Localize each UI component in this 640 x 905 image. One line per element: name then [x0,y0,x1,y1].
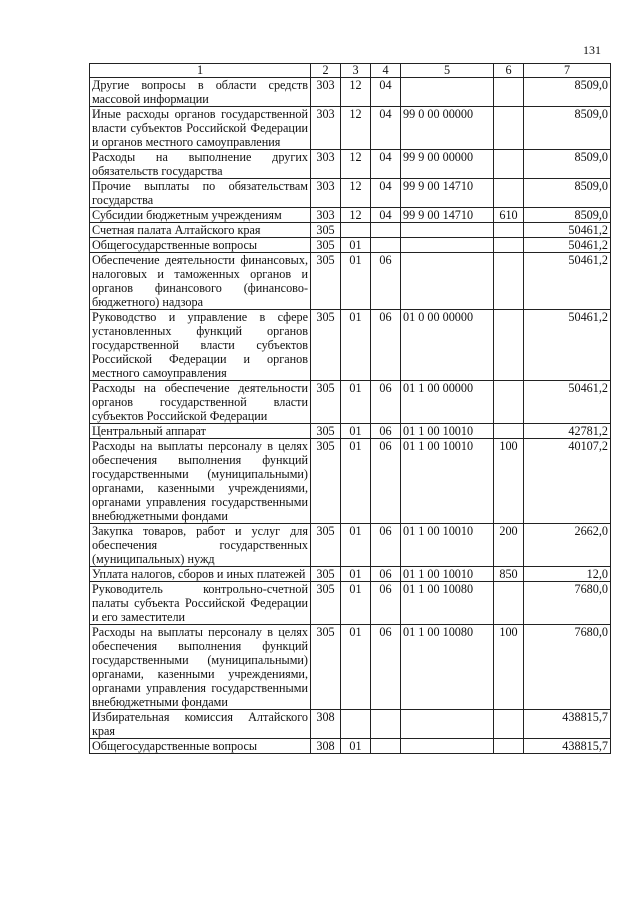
amount-cell: 50461,2 [524,253,611,310]
table-row [90,567,611,582]
table-row [90,150,611,179]
subsection-cell [371,238,401,253]
target-code-cell: 01 1 00 10010 [401,424,494,439]
subsection-cell: 04 [371,208,401,223]
row-name-cell: Руководство и управление в сфере установленных функций органов государственной власти субъектов Российской Федерации и органов местного самоуправления [90,310,311,381]
header-cell: 4 [371,64,401,78]
admin-code-cell: 305 [311,310,341,381]
row-name-cell: Общегосударственные вопросы [90,739,311,754]
section-cell: 12 [341,78,371,107]
subsection-cell: 04 [371,78,401,107]
section-cell: 01 [341,310,371,381]
subsection-cell: 06 [371,582,401,625]
page-number: 131 [583,43,601,57]
row-name-cell: Прочие выплаты по обязательствам государства [90,179,311,208]
admin-code-cell: 305 [311,567,341,582]
target-code-cell: 01 1 00 10010 [401,567,494,582]
expense-type-cell [494,223,524,238]
admin-code-cell: 303 [311,150,341,179]
subsection-cell: 04 [371,107,401,150]
header-cell: 2 [311,64,341,78]
subsection-cell: 04 [371,150,401,179]
subsection-cell: 06 [371,567,401,582]
section-cell: 01 [341,739,371,754]
amount-cell: 8509,0 [524,208,611,223]
admin-code-cell: 305 [311,439,341,524]
target-code-cell [401,710,494,739]
subsection-cell [371,710,401,739]
subsection-cell: 04 [371,179,401,208]
section-cell: 01 [341,524,371,567]
table-row [90,524,611,567]
target-code-cell [401,223,494,238]
admin-code-cell: 305 [311,524,341,567]
expense-type-cell [494,107,524,150]
section-cell: 01 [341,582,371,625]
admin-code-cell: 305 [311,625,341,710]
table-row [90,310,611,381]
section-cell: 12 [341,107,371,150]
admin-code-cell: 305 [311,223,341,238]
admin-code-cell: 305 [311,238,341,253]
row-name-cell: Закупка товаров, работ и услуг для обеспечения государственных (муниципальных) нужд [90,524,311,567]
expense-type-cell [494,710,524,739]
row-name-cell: Избирательная комиссия Алтайского края [90,710,311,739]
amount-cell: 42781,2 [524,424,611,439]
row-name-cell: Обеспечение деятельности финансовых, налоговых и таможенных органов и органов финансового (финансово-бюджетного) надзора [90,253,311,310]
admin-code-cell: 308 [311,710,341,739]
subsection-cell: 06 [371,524,401,567]
expense-type-cell: 100 [494,439,524,524]
table-row [90,424,611,439]
admin-code-cell: 303 [311,107,341,150]
amount-cell: 7680,0 [524,582,611,625]
header-cell: 7 [524,64,611,78]
section-cell: 01 [341,238,371,253]
row-name-cell: Другие вопросы в области средств массовой информации [90,78,311,107]
section-cell: 01 [341,424,371,439]
table-row [90,253,611,310]
subsection-cell [371,739,401,754]
expense-type-cell [494,582,524,625]
expense-type-cell [494,253,524,310]
section-cell: 12 [341,208,371,223]
table-row [90,78,611,107]
table-row [90,625,611,710]
amount-cell: 50461,2 [524,238,611,253]
admin-code-cell: 305 [311,381,341,424]
table-row [90,238,611,253]
table-row [90,582,611,625]
target-code-cell [401,253,494,310]
expense-type-cell [494,381,524,424]
amount-cell: 50461,2 [524,381,611,424]
budget-table [89,63,611,754]
row-name-cell: Расходы на обеспечение деятельности органов государственной власти субъектов Российской Федерации [90,381,311,424]
amount-cell: 2662,0 [524,524,611,567]
amount-cell: 438815,7 [524,710,611,739]
admin-code-cell: 308 [311,739,341,754]
expense-type-cell [494,150,524,179]
amount-cell: 438815,7 [524,739,611,754]
table-row [90,739,611,754]
admin-code-cell: 305 [311,253,341,310]
amount-cell: 50461,2 [524,310,611,381]
admin-code-cell: 303 [311,179,341,208]
target-code-cell: 01 1 00 00000 [401,381,494,424]
admin-code-cell: 303 [311,78,341,107]
table-row [90,107,611,150]
table-row [90,208,611,223]
section-cell: 12 [341,150,371,179]
table-row [90,710,611,739]
expense-type-cell [494,179,524,208]
section-cell [341,710,371,739]
section-cell: 01 [341,439,371,524]
row-name-cell: Уплата налогов, сборов и иных платежей [90,567,311,582]
section-cell: 12 [341,179,371,208]
target-code-cell: 01 1 00 10080 [401,625,494,710]
header-cell: 1 [90,64,311,78]
subsection-cell: 06 [371,439,401,524]
expense-type-cell [494,424,524,439]
table-row [90,381,611,424]
row-name-cell: Расходы на выплаты персоналу в целях обеспечения выполнения функций государственными (муниципальными) органами, казенными учреждениями, органами управления государственными внебюджетными фондами [90,439,311,524]
subsection-cell: 06 [371,625,401,710]
target-code-cell: 01 1 00 10080 [401,582,494,625]
table-row [90,439,611,524]
header-cell: 6 [494,64,524,78]
target-code-cell: 99 9 00 00000 [401,150,494,179]
subsection-cell: 06 [371,253,401,310]
section-cell: 01 [341,567,371,582]
row-name-cell: Расходы на выплаты персоналу в целях обеспечения выполнения функций государственными (муниципальными) органами, казенными учреждениями, органами управления государственными внебюджетными фондами [90,625,311,710]
admin-code-cell: 305 [311,582,341,625]
section-cell [341,223,371,238]
expense-type-cell: 850 [494,567,524,582]
target-code-cell: 01 1 00 10010 [401,524,494,567]
expense-type-cell [494,739,524,754]
target-code-cell: 99 9 00 14710 [401,208,494,223]
expense-type-cell [494,78,524,107]
target-code-cell: 01 0 00 00000 [401,310,494,381]
target-code-cell [401,238,494,253]
row-name-cell: Иные расходы органов государственной власти субъектов Российской Федерации и органов местного самоуправления [90,107,311,150]
section-cell: 01 [341,625,371,710]
header-cell: 3 [341,64,371,78]
amount-cell: 12,0 [524,567,611,582]
subsection-cell [371,223,401,238]
admin-code-cell: 305 [311,424,341,439]
subsection-cell: 06 [371,424,401,439]
amount-cell: 40107,2 [524,439,611,524]
amount-cell: 7680,0 [524,625,611,710]
row-name-cell: Субсидии бюджетным учреждениям [90,208,311,223]
header-row [90,64,611,78]
expense-type-cell: 610 [494,208,524,223]
section-cell: 01 [341,381,371,424]
row-name-cell: Центральный аппарат [90,424,311,439]
header-cell: 5 [401,64,494,78]
amount-cell: 8509,0 [524,107,611,150]
row-name-cell: Счетная палата Алтайского края [90,223,311,238]
table-row [90,179,611,208]
row-name-cell: Руководитель контрольно-счетной палаты субъекта Российской Федерации и его заместители [90,582,311,625]
expense-type-cell: 200 [494,524,524,567]
amount-cell: 8509,0 [524,78,611,107]
section-cell: 01 [341,253,371,310]
target-code-cell: 01 1 00 10010 [401,439,494,524]
row-name-cell: Расходы на выполнение других обязательств государства [90,150,311,179]
amount-cell: 8509,0 [524,179,611,208]
target-code-cell [401,739,494,754]
target-code-cell: 99 0 00 00000 [401,107,494,150]
admin-code-cell: 303 [311,208,341,223]
subsection-cell: 06 [371,310,401,381]
amount-cell: 50461,2 [524,223,611,238]
expense-type-cell [494,310,524,381]
target-code-cell: 99 9 00 14710 [401,179,494,208]
table-row [90,223,611,238]
target-code-cell [401,78,494,107]
expense-type-cell: 100 [494,625,524,710]
row-name-cell: Общегосударственные вопросы [90,238,311,253]
expense-type-cell [494,238,524,253]
subsection-cell: 06 [371,381,401,424]
amount-cell: 8509,0 [524,150,611,179]
